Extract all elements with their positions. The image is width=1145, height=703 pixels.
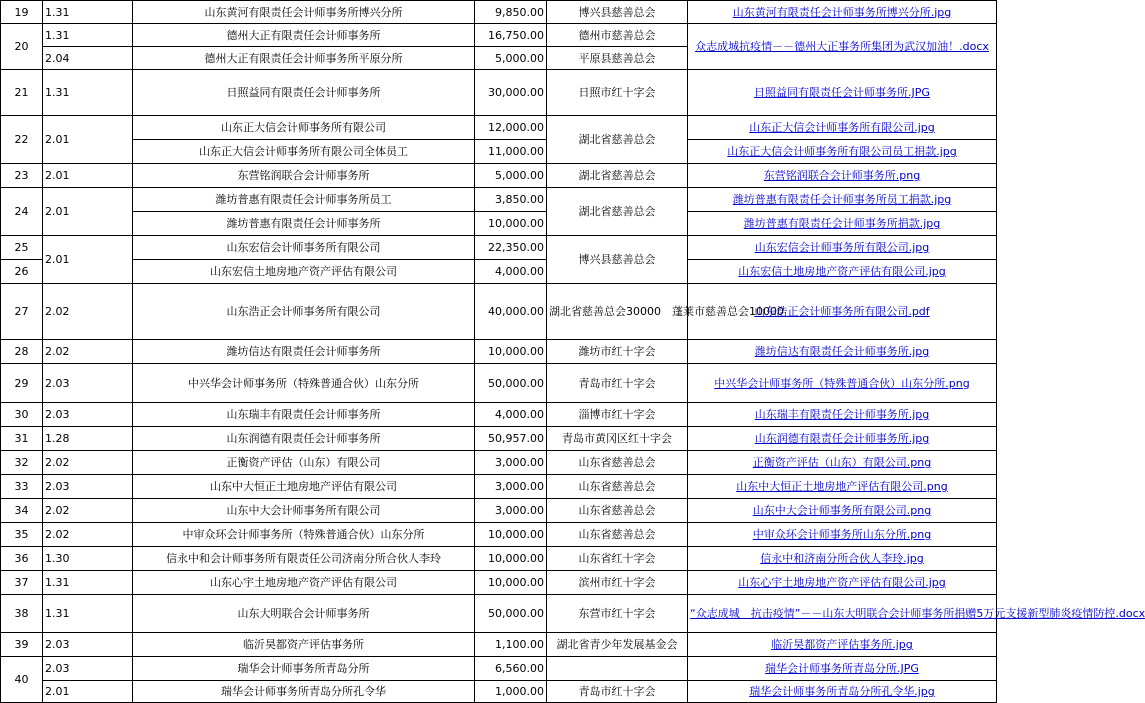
recipient-cell: 湖北省慈善总会30000 蓬莱市慈善总会10000 xyxy=(547,284,688,340)
row-number: 24 xyxy=(1,188,43,236)
amount-cell: 3,850.00 xyxy=(475,188,547,212)
donor-cell: 中兴华会计师事务所（特殊普通合伙）山东分所 xyxy=(133,364,475,403)
amount-cell: 12,000.00 xyxy=(475,116,547,140)
recipient-cell: 湖北省慈善总会 xyxy=(547,116,688,164)
attachment-link[interactable]: 瑞华会计师事务所青岛分所孔令华.jpg xyxy=(688,681,997,703)
amount-cell: 5,000.00 xyxy=(475,164,547,188)
attachment-link[interactable]: 潍坊信达有限责任会计师事务所.jpg xyxy=(688,340,997,364)
table-row xyxy=(1,595,997,633)
recipient-cell: 湖北省慈善总会 xyxy=(547,164,688,188)
date-cell: 1.28 xyxy=(43,427,133,451)
donor-cell: 信永中和会计师事务所有限责任公司济南分所合伙人李玲 xyxy=(133,547,475,571)
table-row xyxy=(1,499,997,523)
amount-cell: 1,000.00 xyxy=(475,681,547,703)
date-cell: 2.01 xyxy=(43,681,133,703)
row-number: 40 xyxy=(1,657,43,703)
amount-cell: 9,850.00 xyxy=(475,1,547,24)
date-cell: 2.02 xyxy=(43,499,133,523)
table-row xyxy=(1,260,997,284)
attachment-link[interactable]: 瑞华会计师事务所青岛分所.JPG xyxy=(688,657,997,681)
row-number: 21 xyxy=(1,70,43,116)
table-row xyxy=(1,188,997,212)
row-number: 30 xyxy=(1,403,43,427)
donor-cell: 山东宏信会计师事务所有限公司 xyxy=(133,236,475,260)
recipient-cell: 青岛市红十字会 xyxy=(547,364,688,403)
row-number: 23 xyxy=(1,164,43,188)
recipient-cell xyxy=(547,657,688,681)
amount-cell: 5,000.00 xyxy=(475,47,547,70)
recipient-cell: 德州市慈善总会 xyxy=(547,24,688,47)
amount-cell: 10,000.00 xyxy=(475,547,547,571)
date-cell: 2.01 xyxy=(43,164,133,188)
date-cell: 2.03 xyxy=(43,657,133,681)
amount-cell: 4,000.00 xyxy=(475,260,547,284)
attachment-link[interactable]: 山东黄河有限责任会计师事务所博兴分所.jpg xyxy=(688,1,997,24)
date-cell: 1.31 xyxy=(43,1,133,24)
date-cell: 1.31 xyxy=(43,571,133,595)
date-cell: 2.02 xyxy=(43,523,133,547)
recipient-cell: 博兴县慈善总会 xyxy=(547,236,688,284)
row-number: 37 xyxy=(1,571,43,595)
table-row xyxy=(1,340,997,364)
recipient-cell: 平原县慈善总会 xyxy=(547,47,688,70)
recipient-cell: 博兴县慈善总会 xyxy=(547,1,688,24)
donor-cell: 德州大正有限责任会计师事务所 xyxy=(133,24,475,47)
table-row xyxy=(1,212,997,236)
table-row xyxy=(1,1,997,24)
amount-cell: 4,000.00 xyxy=(475,403,547,427)
table-row xyxy=(1,523,997,547)
recipient-cell: 山东省慈善总会 xyxy=(547,499,688,523)
amount-cell: 11,000.00 xyxy=(475,140,547,164)
table-row xyxy=(1,547,997,571)
row-number: 33 xyxy=(1,475,43,499)
row-number: 34 xyxy=(1,499,43,523)
attachment-link[interactable]: 信永中和济南分所合伙人李玲.jpg xyxy=(688,547,997,571)
amount-cell: 10,000.00 xyxy=(475,212,547,236)
donor-cell: 山东浩正会计师事务所有限公司 xyxy=(133,284,475,340)
attachment-link[interactable]: 山东浩正会计师事务所有限公司.pdf xyxy=(688,284,997,340)
donor-cell: 山东中大恒正土地房地产评估有限公司 xyxy=(133,475,475,499)
donor-cell: 山东中大会计师事务所有限公司 xyxy=(133,499,475,523)
row-number: 26 xyxy=(1,260,43,284)
table-row xyxy=(1,284,997,340)
donor-cell: 山东大明联合会计师事务所 xyxy=(133,595,475,633)
amount-cell: 10,000.00 xyxy=(475,523,547,547)
row-number: 28 xyxy=(1,340,43,364)
amount-cell: 50,000.00 xyxy=(475,595,547,633)
recipient-cell: 日照市红十字会 xyxy=(547,70,688,116)
attachment-link[interactable]: 东营铭润联合会计师事务所.png xyxy=(688,164,997,188)
recipient-cell: 山东省慈善总会 xyxy=(547,475,688,499)
table-row xyxy=(1,70,997,116)
table-row xyxy=(1,164,997,188)
row-number: 36 xyxy=(1,547,43,571)
date-cell: 2.01 xyxy=(43,116,133,164)
table-row xyxy=(1,451,997,475)
donor-cell: 山东瑞丰有限责任会计师事务所 xyxy=(133,403,475,427)
recipient-cell: 滨州市红十字会 xyxy=(547,571,688,595)
row-number: 35 xyxy=(1,523,43,547)
recipient-cell: 湖北省慈善总会 xyxy=(547,188,688,236)
table-row xyxy=(1,403,997,427)
recipient-cell: 湖北省青少年发展基金会 xyxy=(547,633,688,657)
row-number: 20 xyxy=(1,24,43,70)
amount-cell: 50,957.00 xyxy=(475,427,547,451)
row-number: 19 xyxy=(1,1,43,24)
attachment-link[interactable]: 山东润德有限责任会计师事务所.jpg xyxy=(688,427,997,451)
table-row xyxy=(1,236,997,260)
row-number: 27 xyxy=(1,284,43,340)
amount-cell: 10,000.00 xyxy=(475,571,547,595)
amount-cell: 3,000.00 xyxy=(475,475,547,499)
amount-cell: 10,000.00 xyxy=(475,340,547,364)
table-row xyxy=(1,657,997,681)
attachment-link[interactable]: “众志成城 抗击疫情”－－山东大明联合会计师事务所捐赠5万元支援新型肺炎疫情防控.docx xyxy=(688,595,997,633)
attachment-link[interactable]: 山东中大恒正土地房地产评估有限公司.png xyxy=(688,475,997,499)
recipient-cell: 东营市红十字会 xyxy=(547,595,688,633)
amount-cell: 3,000.00 xyxy=(475,499,547,523)
table-row xyxy=(1,364,997,403)
row-number: 22 xyxy=(1,116,43,164)
amount-cell: 3,000.00 xyxy=(475,451,547,475)
attachment-link[interactable]: 正衡资产评估（山东）有限公司.png xyxy=(688,451,997,475)
recipient-cell: 青岛市红十字会 xyxy=(547,681,688,703)
table-row xyxy=(1,24,997,47)
row-number: 31 xyxy=(1,427,43,451)
table-row xyxy=(1,571,997,595)
date-cell: 2.01 xyxy=(43,188,133,236)
donor-cell: 正衡资产评估（山东）有限公司 xyxy=(133,451,475,475)
donor-cell: 瑞华会计师事务所青岛分所 xyxy=(133,657,475,681)
date-cell: 2.02 xyxy=(43,340,133,364)
recipient-cell: 潍坊市红十字会 xyxy=(547,340,688,364)
attachment-link[interactable]: 山东瑞丰有限责任会计师事务所.jpg xyxy=(688,403,997,427)
attachment-link[interactable]: 山东心宇土地房地产资产评估有限公司.jpg xyxy=(688,571,997,595)
date-cell: 2.01 xyxy=(43,236,133,284)
table-row xyxy=(1,475,997,499)
date-cell: 1.31 xyxy=(43,70,133,116)
attachment-link[interactable]: 临沂昊都资产评估事务所.jpg xyxy=(688,633,997,657)
recipient-cell: 山东省红十字会 xyxy=(547,547,688,571)
donor-cell: 临沂昊都资产评估事务所 xyxy=(133,633,475,657)
attachment-link[interactable]: 山东正大信会计师事务所有限公司员工捐款.jpg xyxy=(688,140,997,164)
attachment-link[interactable]: 山东宏信土地房地产资产评估有限公司.jpg xyxy=(688,260,997,284)
row-number: 38 xyxy=(1,595,43,633)
donor-cell: 中审众环会计师事务所（特殊普通合伙）山东分所 xyxy=(133,523,475,547)
donor-cell: 潍坊普惠有限责任会计师事务所员工 xyxy=(133,188,475,212)
donor-cell: 瑞华会计师事务所青岛分所孔令华 xyxy=(133,681,475,703)
donor-cell: 德州大正有限责任会计师事务所平原分所 xyxy=(133,47,475,70)
amount-cell: 50,000.00 xyxy=(475,364,547,403)
table-row xyxy=(1,633,997,657)
attachment-link[interactable]: 众志成城抗疫情－－德州大正事务所集团为武汉加油！.docx xyxy=(688,24,997,70)
attachment-link[interactable]: 山东正大信会计师事务所有限公司.jpg xyxy=(688,116,997,140)
donor-cell: 山东正大信会计师事务所有限公司 xyxy=(133,116,475,140)
attachment-link[interactable]: 潍坊普惠有限责任会计师事务所员工捐款.jpg xyxy=(688,188,997,212)
recipient-cell: 青岛市黄冈区红十字会 xyxy=(547,427,688,451)
donor-cell: 潍坊普惠有限责任会计师事务所 xyxy=(133,212,475,236)
amount-cell: 22,350.00 xyxy=(475,236,547,260)
donor-cell: 山东正大信会计师事务所有限公司全体员工 xyxy=(133,140,475,164)
attachment-link[interactable]: 中兴华会计师事务所（特殊普通合伙）山东分所.png xyxy=(688,364,997,403)
amount-cell: 16,750.00 xyxy=(475,24,547,47)
date-cell: 1.30 xyxy=(43,547,133,571)
row-number: 25 xyxy=(1,236,43,260)
donor-cell: 日照益同有限责任会计师事务所 xyxy=(133,70,475,116)
attachment-link[interactable]: 潍坊普惠有限责任会计师事务所捐款.jpg xyxy=(688,212,997,236)
date-cell: 1.31 xyxy=(43,24,133,47)
donor-cell: 东营铭润联合会计师事务所 xyxy=(133,164,475,188)
row-number: 39 xyxy=(1,633,43,657)
amount-cell: 30,000.00 xyxy=(475,70,547,116)
donor-cell: 山东心宇土地房地产资产评估有限公司 xyxy=(133,571,475,595)
date-cell: 2.02 xyxy=(43,451,133,475)
table-row xyxy=(1,427,997,451)
recipient-cell: 淄博市红十字会 xyxy=(547,403,688,427)
donor-cell: 山东润德有限责任会计师事务所 xyxy=(133,427,475,451)
table-row xyxy=(1,140,997,164)
attachment-link[interactable]: 山东宏信会计师事务所有限公司.jpg xyxy=(688,236,997,260)
donor-cell: 潍坊信达有限责任会计师事务所 xyxy=(133,340,475,364)
date-cell: 2.02 xyxy=(43,284,133,340)
amount-cell: 6,560.00 xyxy=(475,657,547,681)
table-row xyxy=(1,681,997,703)
date-cell: 2.03 xyxy=(43,633,133,657)
attachment-link[interactable]: 中审众环会计师事务所山东分所.png xyxy=(688,523,997,547)
row-number: 29 xyxy=(1,364,43,403)
table-row xyxy=(1,116,997,140)
date-cell: 2.03 xyxy=(43,364,133,403)
row-number: 32 xyxy=(1,451,43,475)
recipient-cell: 山东省慈善总会 xyxy=(547,523,688,547)
amount-cell: 1,100.00 xyxy=(475,633,547,657)
date-cell: 2.03 xyxy=(43,403,133,427)
donor-cell: 山东黄河有限责任会计师事务所博兴分所 xyxy=(133,1,475,24)
attachment-link[interactable]: 日照益同有限责任会计师事务所.JPG xyxy=(688,70,997,116)
donor-cell: 山东宏信土地房地产资产评估有限公司 xyxy=(133,260,475,284)
date-cell: 2.04 xyxy=(43,47,133,70)
date-cell: 2.03 xyxy=(43,475,133,499)
recipient-cell: 山东省慈善总会 xyxy=(547,451,688,475)
amount-cell: 40,000.00 xyxy=(475,284,547,340)
date-cell: 1.31 xyxy=(43,595,133,633)
attachment-link[interactable]: 山东中大会计师事务所有限公司.png xyxy=(688,499,997,523)
